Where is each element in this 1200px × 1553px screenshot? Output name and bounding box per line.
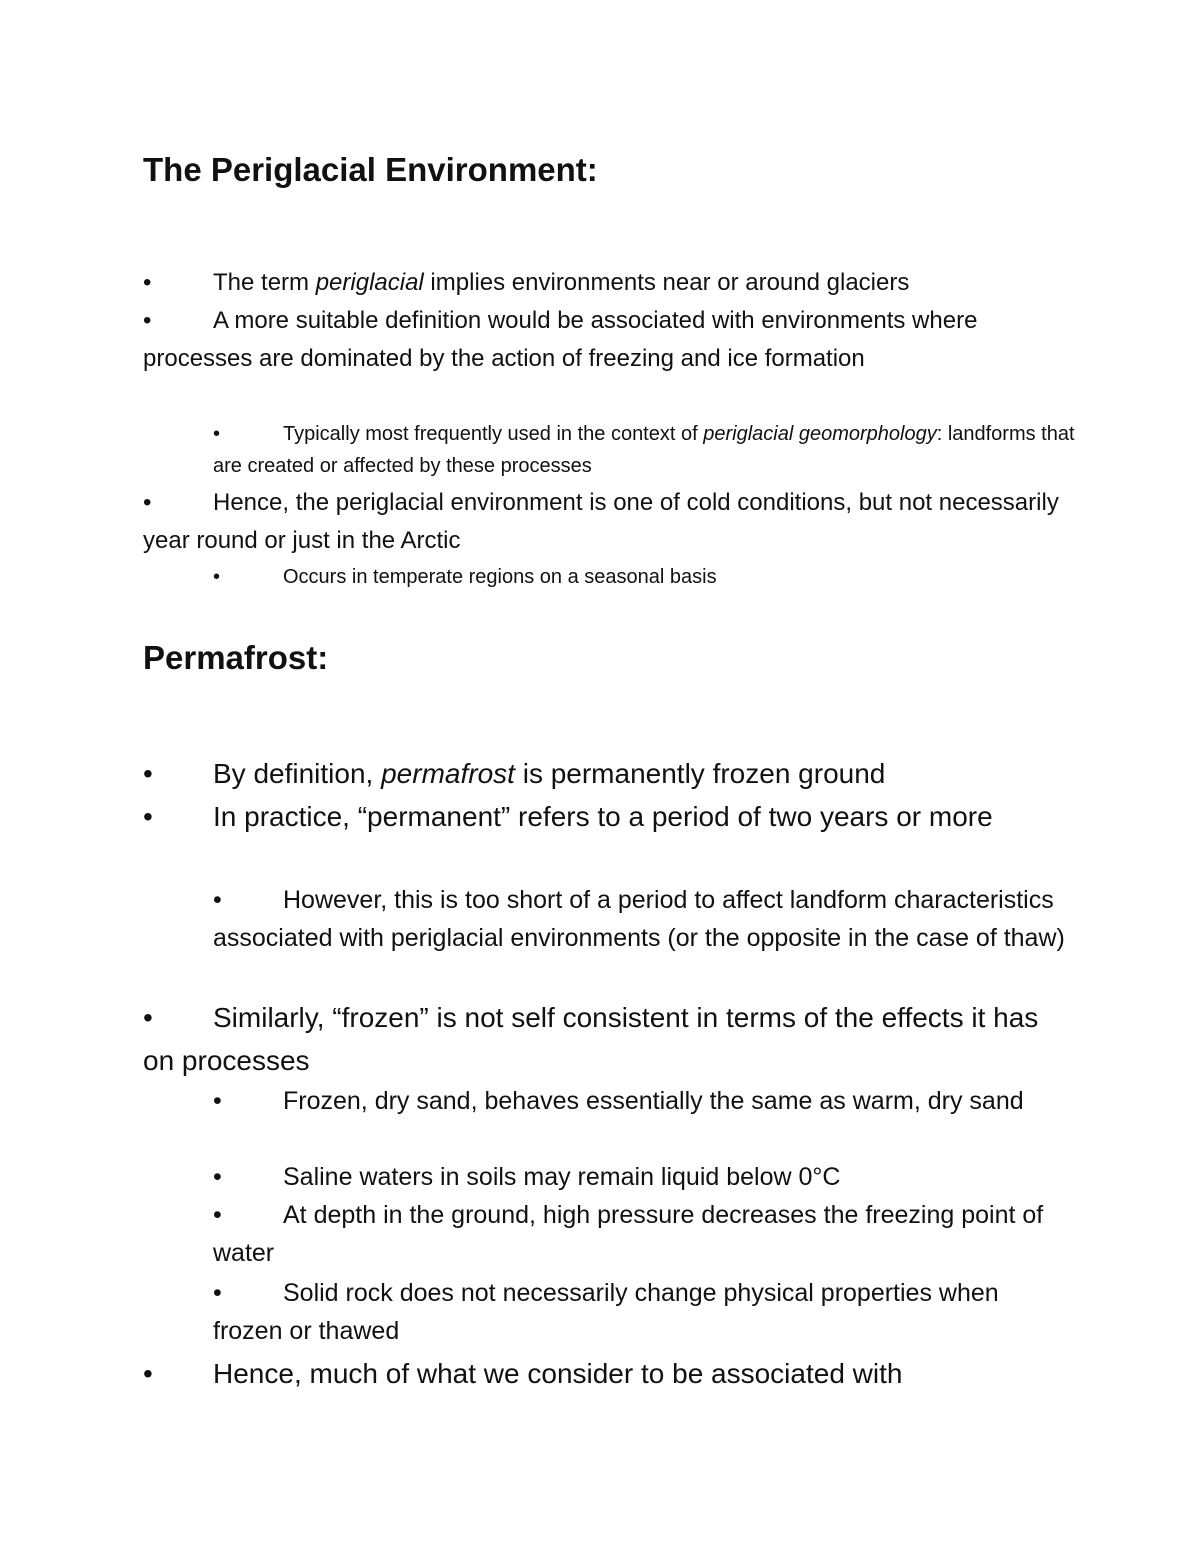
term-periglacial-geomorphology: periglacial geomorphology [703,423,937,445]
item-text: Similarly, “frozen” is not self consistent in terms of the effects it has on processes [143,1002,1039,1076]
item-text-post: implies environments near or around glaciers [423,269,910,296]
item-text-post: is permanently frozen ground [514,758,886,789]
bullet: • [213,566,221,588]
sub-list-item [213,561,1083,593]
bullet: • [143,1002,153,1033]
bullet: • [213,423,221,445]
sub-list-item [213,1158,1073,1196]
bullet: • [143,307,152,334]
list-item [143,996,1068,1082]
item-text-pre: The term [213,269,316,296]
list-item [143,1352,1068,1395]
item-text: At depth in the ground, high pressure decreases the freezing point of water [213,1201,1044,1267]
bullet: • [213,886,222,914]
bullet: • [143,489,152,516]
bullet: • [143,801,153,832]
sub-list-item [213,881,1073,957]
sub-list-item [213,1274,1073,1350]
item-text: A more suitable definition would be associated with environments where processes are dominated by the action of freezing and ice formation [143,307,978,372]
bullet: • [143,269,152,296]
list-item [143,302,1068,378]
term-periglacial: periglacial [315,269,424,296]
sub-list-item [213,1082,1073,1120]
item-text: In practice, “permanent” refers to a period of two years or more [213,801,993,832]
bullet: • [213,1163,222,1191]
sub-list-item [213,1196,1073,1272]
bullet: • [213,1087,222,1115]
bullet: • [213,1279,222,1307]
bullet: • [143,1358,153,1389]
list-item [143,752,1068,795]
item-text-post: : landforms that are created or affected by these processes [213,423,1075,477]
sub-list-item [213,418,1083,482]
item-text-pre: Typically most frequently used in the context of [283,423,704,445]
item-text: Occurs in temperate regions on a seasonal basis [283,566,717,588]
list-item [143,484,1068,560]
item-text: Hence, the periglacial environment is one of cold conditions, but not necessarily year round or just in the Arctic [143,489,1059,554]
list-item [143,264,1068,302]
bullet: • [143,758,153,789]
list-item [143,795,1068,838]
section-title-permafrost: Permafrost: [143,639,329,676]
item-text: However, this is too short of a period to affect landform characteristics associated with periglacial environments (or the opposite in the case of thaw) [213,886,1065,952]
term-permafrost: permafrost [381,758,515,789]
item-text: Frozen, dry sand, behaves essentially the same as warm, dry sand [283,1087,1024,1115]
section-title-periglacial: The Periglacial Environment: [143,151,598,188]
item-text-pre: By definition, [213,758,382,789]
item-text: Saline waters in soils may remain liquid below 0°C [283,1163,841,1191]
item-text: Solid rock does not necessarily change physical properties when frozen or thawed [213,1279,999,1345]
bullet: • [213,1201,222,1229]
item-text: Hence, much of what we consider to be associated with [213,1358,903,1389]
